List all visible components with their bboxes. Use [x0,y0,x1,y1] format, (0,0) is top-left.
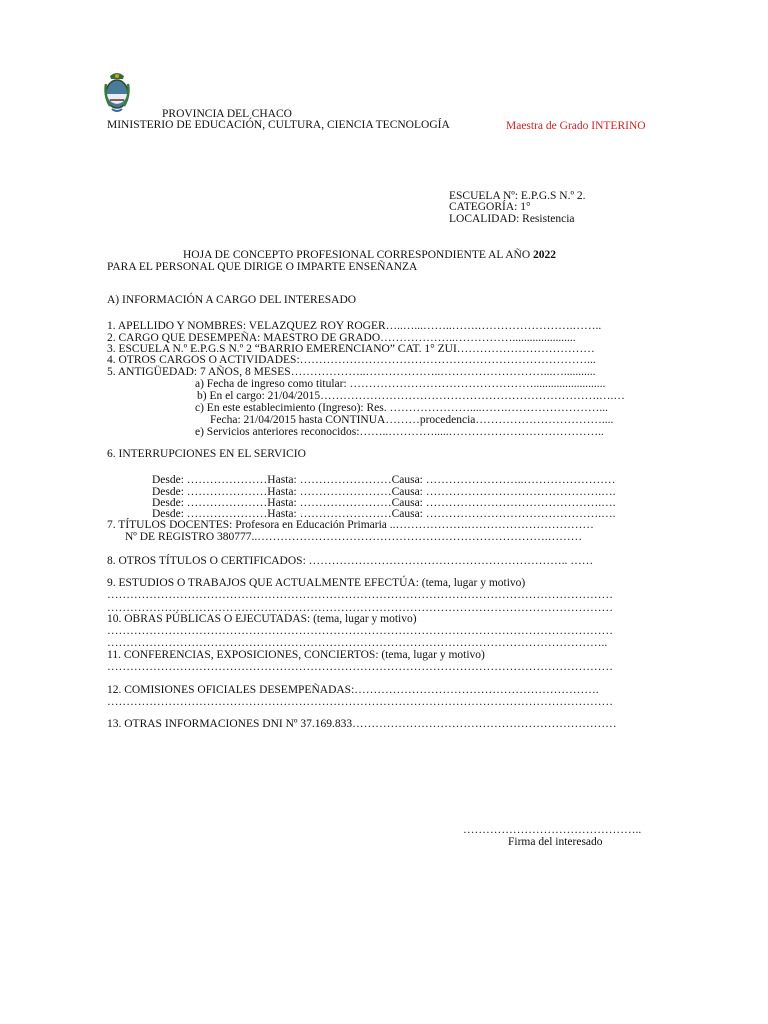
item-10-works: 10. OBRAS PÚBLICAS O EJECUTADAS: (tema, lugar y motivo) [107,613,417,625]
title-year: 2022 [533,249,557,261]
section-a-heading: A) INFORMACIÓN A CARGO DEL INTERESADO [107,294,357,306]
interruption-row: Desde: …………………Hasta: ……………………Causa: ……………………..…………………… [152,474,616,486]
dotted-line: …………………………………………………………………………………………………………………… [107,589,613,601]
signature-label: Firma del interesado [508,836,603,848]
item-5b-position-date: b) En el cargo: 21/04/2015……………………………………………………………….….… [197,390,625,402]
title-text: HOJA DE CONCEPTO PROFESIONAL CORRESPONDIENTE AL AÑO [183,249,534,261]
interruption-row: Desde: …………………Hasta: ……………………Causa: ……………………………………….…. [152,497,616,509]
dotted-line: ………………………………………………………………………………………………………………….. [107,637,608,649]
item-6-interruptions: 6. INTERRUPCIONES EN EL SERVICIO [107,448,306,460]
item-5a-entry-date: a) Fecha de ingreso como titular: …………………………………………......................... [195,378,606,390]
item-5c-establishment: c) En este establecimiento (Ingreso): Res. …………………....…….……………………... [195,402,608,414]
school-number: ESCUELA Nº: E.P.G.S N.º 2. [449,190,586,202]
school-category: CATEGORÍA: 1° [449,201,531,213]
item-5c-date: Fecha: 21/04/2015 hasta CONTINUA………procedencia…………………………….... [210,414,614,426]
item-5-seniority: 5. ANTIGÜEDAD: 7 AÑOS, 8 MESES………………..………………..………………………...…........... [107,366,596,378]
item-1-name: 1. APELLIDO Y NOMBRES: VELAZQUEZ ROY ROGER…..…...……..…….…………………….…….. [107,320,602,332]
item-12-commissions: 12. COMISIONES OFICIALES DESEMPEÑADAS:………………………………………………………. [107,684,599,696]
school-locality: LOCALIDAD: Resistencia [449,213,575,225]
ministry-name: MINISTERIO DE EDUCACIÓN, CULTURA, CIENCIA TECNOLOGÍA [107,119,450,131]
dotted-line: …………………………………………………………………………………………………………………… [107,661,613,673]
province-name: PROVINCIA DEL CHACO [162,108,292,120]
position-note: Maestra de Grado INTERINO [506,120,646,132]
item-3-school: 3. ESCUELA N.º E.P.G.S N.º 2 “BARRIO EMERENCIANO” CAT. 1° ZUI……………………………… [107,343,595,355]
dotted-line: …………………………………………………………………………………………………………………… [107,602,613,614]
coat-of-arms-emblem [104,70,130,114]
item-7-teaching-titles: 7. TÍTULOS DOCENTES: Profesora en Educación Primaria ..……………….…………………………… [107,519,594,531]
item-9-studies: 9. ESTUDIOS O TRABAJOS QUE ACTUALMENTE EFECTÚA: (tema, lugar y motivo) [107,577,526,589]
item-7-registry-number: Nº DE REGISTRO 380777..………………………………………………………………….……… [125,531,583,543]
signature-line: ……………………………………….. [463,824,642,836]
item-11-conferences: 11. CONFERENCIAS, EXPOSICIONES, CONCIERTOS: (tema, lugar y motivo) [107,649,485,661]
interruption-row: Desde: …………………Hasta: ……………………Causa: ……………………………………….…. [152,486,616,498]
item-2-position: 2. CARGO QUE DESEMPEÑA: MAESTRO DE GRADO………………..……………...................... [107,332,576,344]
item-8-other-titles: 8. OTROS TÍTULOS O CERTIFICADOS: ………………………………………………………….. …… [107,555,594,567]
item-13-other-info: 13. OTRAS INFORMACIONES DNI Nº 37.169.833…………………………………………………………… [107,718,617,730]
item-5e-prior-services: e) Servicios anteriores reconocidos:……..………….....………………………………….. [195,426,604,438]
dotted-line: …………………………………………………………………………………………………………………… [107,696,613,708]
dotted-line: …………………………………………………………………………………………………………………… [107,625,613,637]
item-4-other-positions: 4. OTROS CARGOS O ACTIVIDADES:…………………………………………………………………... [107,354,596,366]
interruption-row: Desde: …………………Hasta: ……………………Causa: ……………………………………….…. [152,508,616,520]
document-subtitle: PARA EL PERSONAL QUE DIRIGE O IMPARTE ENSEÑANZA [107,261,418,273]
